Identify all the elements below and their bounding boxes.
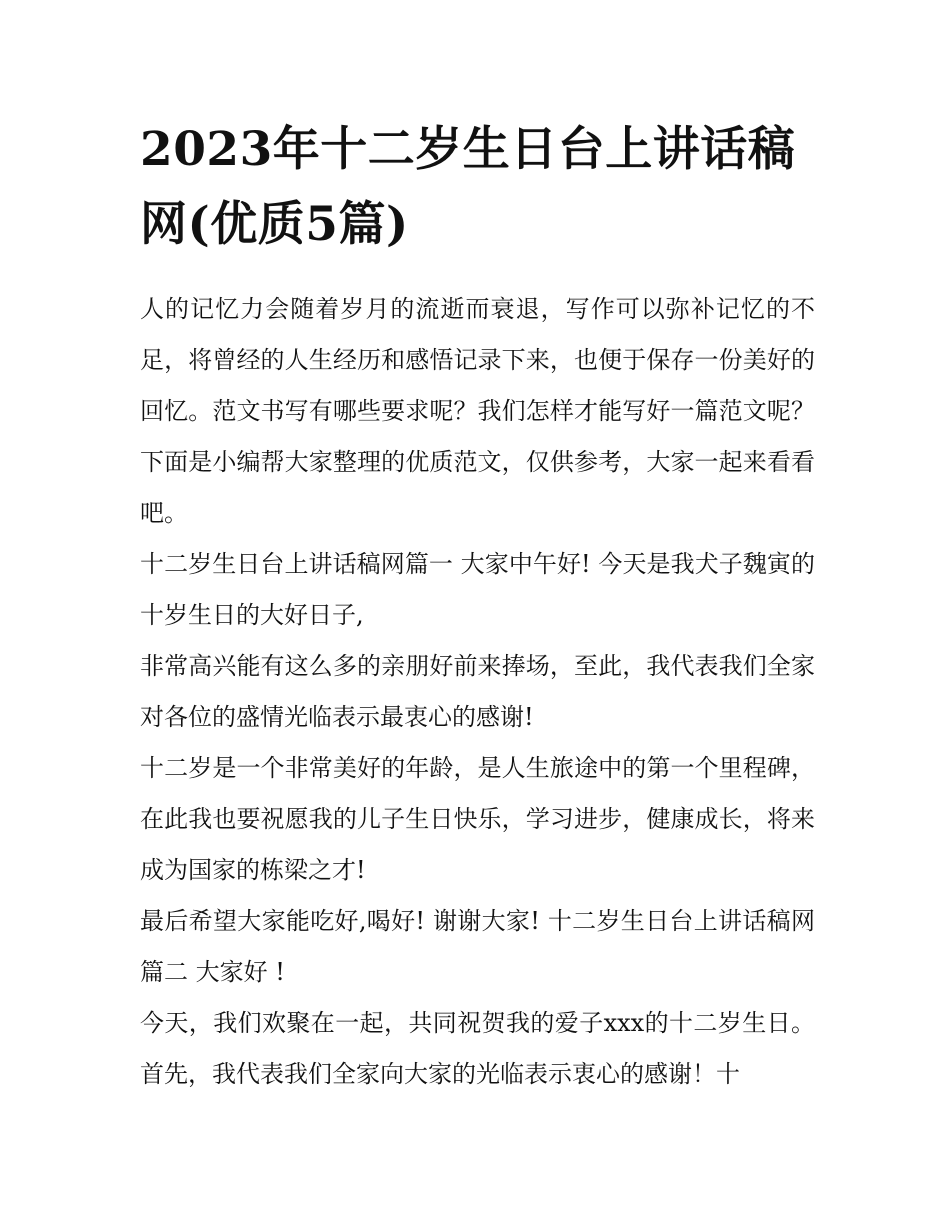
paragraph-wishes: 十二岁是一个非常美好的年龄，是人生旅途中的第一个里程碑，在此我也要祝愿我的儿子生日快乐，学习进步，健康成长，将来成为国家的栋梁之才! (140, 754, 815, 884)
paragraph-speech-two: 今天，我们欢聚在一起，共同祝贺我的爱子xxx的十二岁生日。首先，我代表我们全家向大家的光临表示衷心的感谢！十 (140, 1009, 815, 1088)
paragraph-intro: 人的记忆力会随着岁月的流逝而衰退，写作可以弥补记忆的不足，将曾经的人生经历和感悟记录下来，也便于保存一份美好的回忆。范文书写有哪些要求呢？我们怎样才能写好一篇范文呢？下面是小编帮大家整理的优质范文，仅供参考，大家一起来看看吧。 (140, 295, 815, 527)
document-page (140, 112, 815, 1100)
document-title: 2023年十二岁生日台上讲话稿网(优质5篇) (140, 122, 796, 252)
paragraph-speech-one-opening: 十二岁生日台上讲话稿网篇一 大家中午好! 今天是我犬子魏寅的十岁生日的大好日子, (140, 550, 815, 629)
paragraph-thanks: 非常高兴能有这么多的亲朋好前来捧场，至此，我代表我们全家对各位的盛情光临表示最衷心的感谢! (140, 652, 815, 731)
paragraph-closing: 最后希望大家能吃好,喝好! 谢谢大家! 十二岁生日台上讲话稿网篇二 大家好 ! (140, 907, 815, 986)
document-body (140, 284, 815, 1100)
